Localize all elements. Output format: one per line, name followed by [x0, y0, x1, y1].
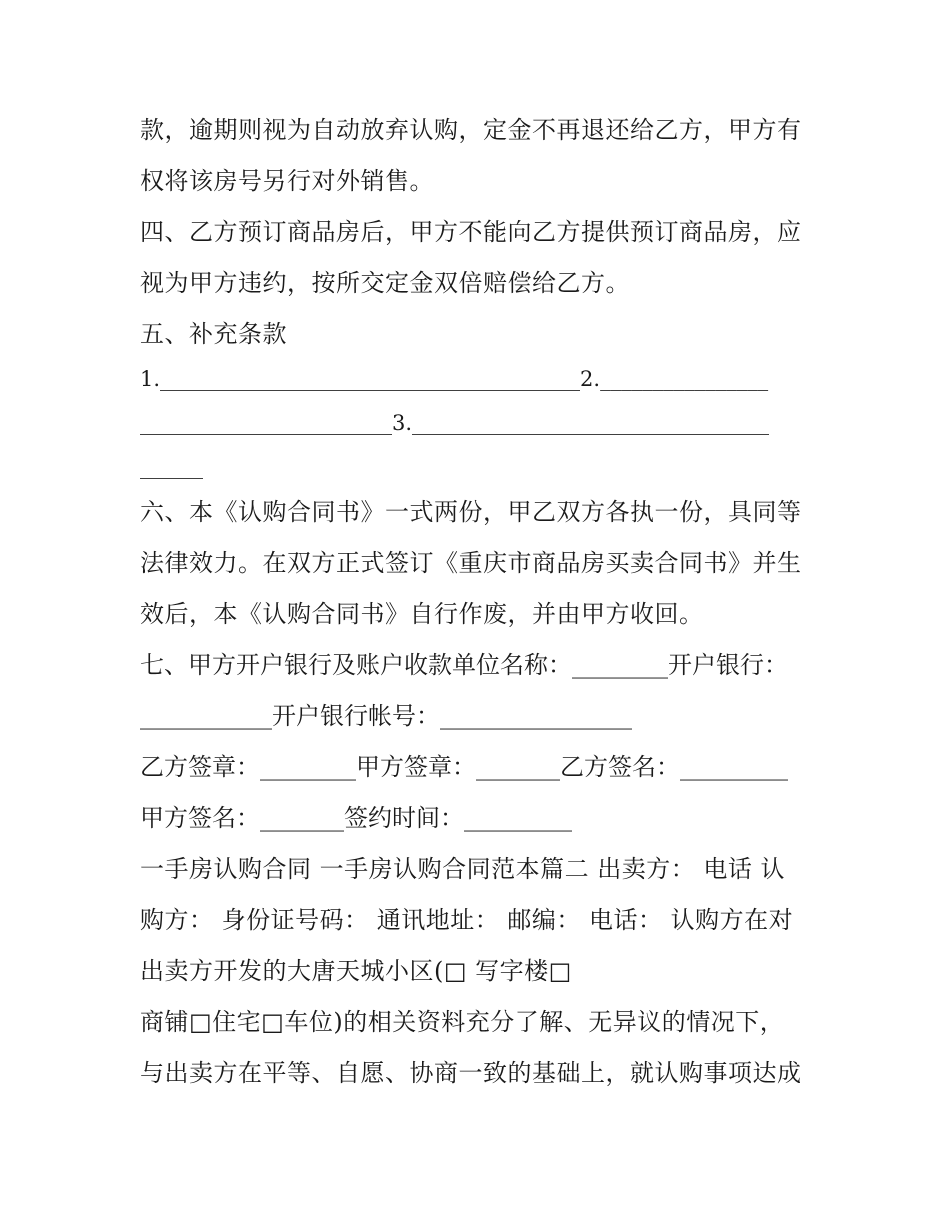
text-line: 出卖方开发的大唐天城小区(□ 写字楼□ [140, 957, 572, 985]
text-line: 效后，本《认购合同书》自行作废，并由甲方收回。 [140, 600, 704, 628]
text-line: 一手房认购合同 一手房认购合同范本篇二 出卖方： 电话 认 [140, 855, 786, 883]
text-line: 视为甲方违约，按所交定金双倍赔偿给乙方。 [140, 269, 630, 297]
text-line: 与出卖方在平等、自愿、协商一致的基础上，就认购事项达成 [140, 1059, 802, 1087]
blank-fill-line: 1.________________________________________2.________________ [140, 367, 769, 391]
text-line: 七、甲方开户银行及账户收款单位名称：________开户银行： [140, 651, 788, 679]
signature-line: 乙方签章：________甲方签章：_______乙方签名：_________ [140, 753, 788, 781]
text-line: 四、乙方预订商品房后，甲方不能向乙方提供预订商品房，应 [140, 218, 802, 246]
text-line: 款，逾期则视为自动放弃认购，定金不再退还给乙方，甲方有 [140, 116, 802, 144]
text-line: 购方： 身份证号码： 通讯地址： 邮编： 电话： 认购方在对 [140, 906, 794, 934]
text-line: 法律效力。在双方正式签订《重庆市商品房买卖合同书》并生 [140, 549, 802, 577]
blank-fill-line: ________________________3.__________________________________ [140, 411, 770, 435]
blank-fill-line: ______ [140, 455, 203, 479]
text-line: 商铺□住宅□车位)的相关资料充分了解、无异议的情况下， [140, 1008, 785, 1036]
text-line: ___________开户银行帐号：________________ [140, 702, 632, 730]
section-heading: 五、补充条款 [140, 320, 287, 348]
text-line: 权将该房号另行对外销售。 [140, 167, 434, 195]
signature-line: 甲方签名：_______签约时间：_________ [140, 804, 572, 832]
text-line: 六、本《认购合同书》一式两份，甲乙双方各执一份，具同等 [140, 498, 802, 526]
